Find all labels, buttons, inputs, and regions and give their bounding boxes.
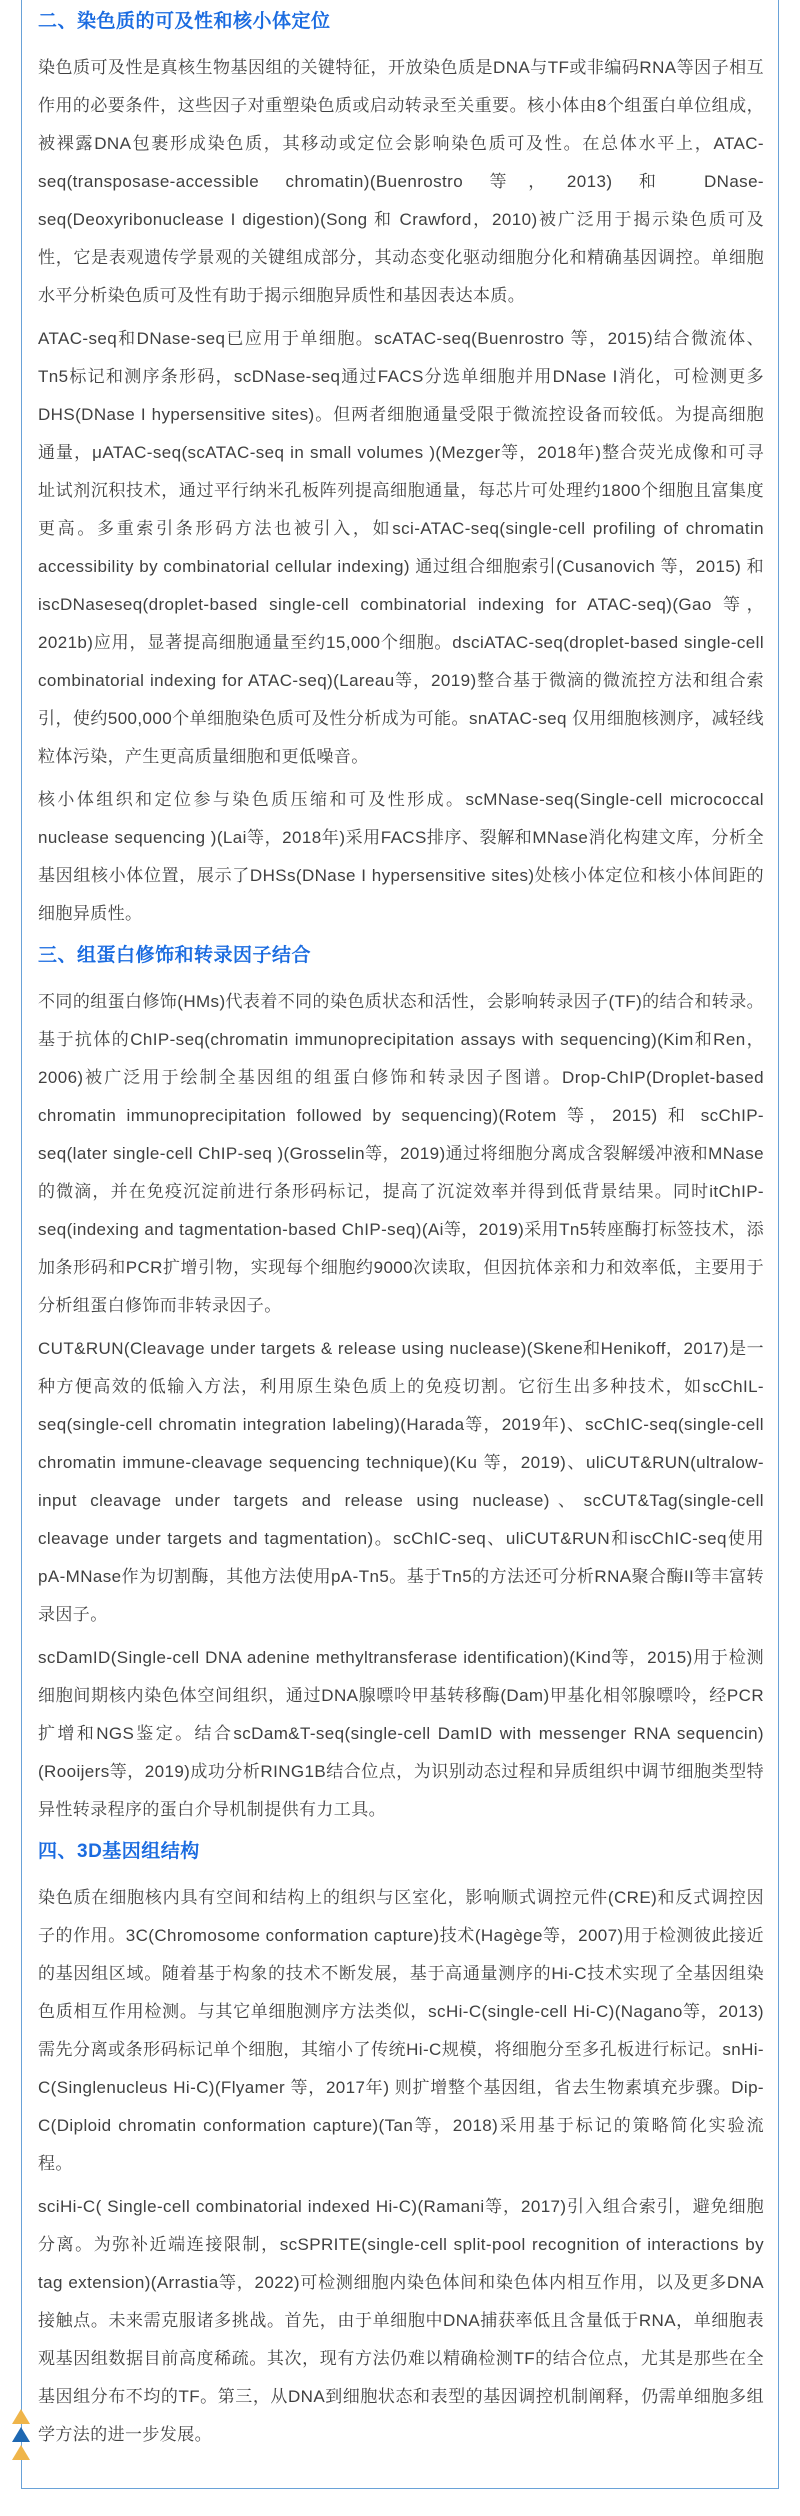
triangle-up-yellow-icon	[12, 2409, 30, 2424]
section-chromatin-accessibility	[38, 7, 764, 933]
section-heading-3d-genome: 四、3D基因组结构	[38, 1841, 200, 1862]
paragraph: scDamID(Single-cell DNA adenine methyltransferase identification)(Kind等，2015)用于检测细胞间期核内染色体空间组织，通过DNA腺嘌呤甲基转移酶(Dam)甲基化相邻腺嘌呤，经PCR扩增和NGS鉴定。结合scDam&T-seq(single-cell DamID with messenger RNA sequencin)(Rooijers等，2019)成功分析RING1B结合位点，为识别动态过程和异质组织中调节细胞类型特异性转录程序的蛋白介导机制提供有力工具。	[38, 1648, 764, 1819]
article-container	[21, 0, 779, 2489]
decorative-triangle-markers	[11, 2409, 31, 2460]
paragraph: sciHi-C( Single-cell combinatorial indexed Hi-C)(Ramani等，2017)引入组合索引，避免细胞分离。为弥补近端连接限制，scSPRITE(single-cell split-pool recognition of interactions by tag extension)(Arrastia等，2022)可检测细胞内染色体间和染色体内相互作用，以及更多DNA接触点。未来需克服诸多挑战。首先，由于单细胞中DNA捕获率低且含量低于RNA，单细胞表观基因组数据目前高度稀疏。其次，现有方法仍难以精确检测TF的结合位点，尤其是那些在全基因组分布不均的TF。第三，从DNA到细胞状态和表型的基因调控机制阐释，仍需单细胞多组学方法的进一步发展。	[38, 2197, 764, 2444]
section-3d-genome	[38, 1837, 764, 2454]
section-heading-chromatin-accessibility: 二、染色质的可及性和核小体定位	[38, 11, 331, 32]
triangle-up-yellow-icon	[12, 2445, 30, 2460]
article-content	[22, 0, 778, 2502]
paragraph: 不同的组蛋白修饰(HMs)代表着不同的染色质状态和活性，会影响转录因子(TF)的结合和转录。基于抗体的ChIP-seq(chromatin immunoprecipitation assays with sequencing)(Kim和Ren，2006)被广泛用于绘制全基因组的组蛋白修饰和转录因子图谱。Drop-ChIP(Droplet-based chromatin immunoprecipitation followed by sequencing)(Rotem 等，2015) 和 scChIP-seq(later single-cell ChIP-seq )(Grosselin等，2019)通过将细胞分离成含裂解缓冲液和MNase的微滴，并在免疫沉淀前进行条形码标记，提高了沉淀效率并得到低背景结果。同时itChIP-seq(indexing and tagmentation-based ChIP-seq)(Ai等，2019)采用Tn5转座酶打标签技术，添加条形码和PCR扩增引物，实现每个细胞约9000次读取，但因抗体亲和力和效率低，主要用于分析组蛋白修饰而非转录因子。	[38, 992, 764, 1315]
section-histone-modification	[38, 941, 764, 1829]
paragraph: 染色质在细胞核内具有空间和结构上的组织与区室化，影响顺式调控元件(CRE)和反式调控因子的作用。3C(Chromosome conformation capture)技术(Hagège等，2007)用于检测彼此接近的基因组区域。随着基于构象的技术不断发展，基于高通量测序的Hi-C技术实现了全基因组染色质相互作用检测。与其它单细胞测序方法类似，scHi-C(single-cell Hi-C)(Nagano等，2013)需先分离或条形码标记单个细胞，其缩小了传统Hi-C规模，将细胞分至多孔板进行标记。snHi-C(Singlenucleus Hi-C)(Flyamer 等，2017年) 则扩增整个基因组，省去生物素填充步骤。Dip-C(Diploid chromatin conformation capture)(Tan等，2018)采用基于标记的策略简化实验流程。	[38, 1888, 764, 2173]
paragraph: ATAC-seq和DNase-seq已应用于单细胞。scATAC-seq(Buenrostro 等，2015)结合微流体、Tn5标记和测序条形码，scDNase-seq通过FACS分选单细胞并用DNase I消化，可检测更多DHS(DNase I hypersensitive sites)。但两者细胞通量受限于微流控设备而较低。为提高细胞通量，μATAC-seq(scATAC-seq in small volumes )(Mezger等，2018年)整合荧光成像和可寻址试剂沉积技术，通过平行纳米孔板阵列提高细胞通量，每芯片可处理约1800个细胞且富集度更高。多重索引条形码方法也被引入，如sci-ATAC-seq(single-cell profiling of chromatin accessibility by combinatorial cellular indexing) 通过组合细胞索引(Cusanovich 等，2015) 和 iscDNaseseq(droplet-based single-cell combinatorial indexing for ATAC-seq)(Gao 等，2021b)应用，显著提高细胞通量至约15,000个细胞。dsciATAC-seq(droplet-based single-cell combinatorial indexing for ATAC-seq)(Lareau等，2019)整合基于微滴的微流控方法和组合索引，使约500,000个单细胞染色质可及性分析成为可能。snATAC-seq 仅用细胞核测序，减轻线粒体污染，产生更高质量细胞和更低噪音。	[38, 329, 764, 766]
triangle-up-blue-icon	[12, 2427, 30, 2442]
section-heading-histone-modification: 三、组蛋白修饰和转录因子结合	[38, 945, 312, 966]
paragraph: CUT&RUN(Cleavage under targets & release using nuclease)(Skene和Henikoff，2017)是一种方便高效的低输入方法，利用原生染色质上的免疫切割。它衍生出多种技术，如scChIL-seq(single-cell chromatin integration labeling)(Harada等，2019年)、scChIC-seq(single-cell chromatin immune-cleavage sequencing technique)(Ku 等，2019)、uliCUT&RUN(ultralow-input cleavage under targets and release using nuclease)、scCUT&Tag(single-cell cleavage under targets and tagmentation)。scChIC-seq、uliCUT&RUN和iscChIC-seq使用pA-MNase作为切割酶，其他方法使用pA-Tn5。基于Tn5的方法还可分析RNA聚合酶II等丰富转录因子。	[38, 1339, 764, 1624]
paragraph: 核小体组织和定位参与染色质压缩和可及性形成。scMNase-seq(Single-cell micrococcal nuclease sequencing )(Lai等，2018年)采用FACS排序、裂解和MNase消化构建文库，分析全基因组核小体位置，展示了DHSs(DNase I hypersensitive sites)处核小体定位和核小体间距的细胞异质性。	[38, 790, 764, 923]
paragraph: 染色质可及性是真核生物基因组的关键特征，开放染色质是DNA与TF或非编码RNA等因子相互作用的必要条件，这些因子对重塑染色质或启动转录至关重要。核小体由8个组蛋白单位组成，被裸露DNA包裹形成染色质，其移动或定位会影响染色质可及性。在总体水平上，ATAC-seq(transposase-accessible chromatin)(Buenrostro 等，2013) 和 DNase-seq(Deoxyribonuclease I digestion)(Song 和 Crawford，2010)被广泛用于揭示染色质可及性，它是表观遗传学景观的关键组成部分，其动态变化驱动细胞分化和精确基因调控。单细胞水平分析染色质可及性有助于揭示细胞异质性和基因表达本质。	[38, 58, 764, 305]
